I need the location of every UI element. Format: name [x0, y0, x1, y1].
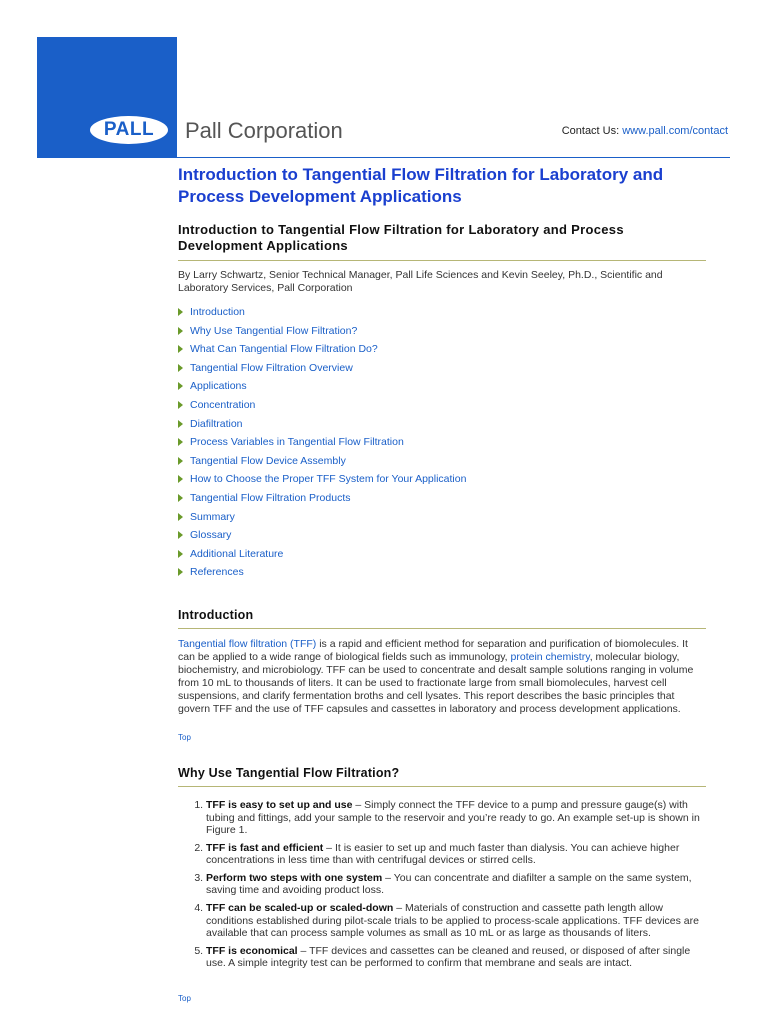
toc-link-applications[interactable]: Applications — [190, 380, 247, 393]
arrow-right-icon — [178, 494, 183, 502]
toc-item — [178, 510, 706, 529]
paragraph-text: is a rapid and efficient method for separation and purification of biomolecules. It can be applied to a wide range of biological fields such as immunology, — [178, 637, 688, 663]
toc-item — [178, 528, 706, 547]
list-item — [206, 799, 706, 837]
arrow-right-icon — [178, 308, 183, 316]
page-title: Introduction to Tangential Flow Filtration for Laboratory and Process Development Applications — [178, 165, 664, 206]
benefit-text: – Materials of construction and cassette path length allow conditions established during pilot-scale trials to be applied to process-scale applications. TFF devices are available that can process sample volumes as small as 10 mL or as large as thousands of liters. — [206, 902, 699, 940]
benefit-title: TFF can be scaled-up or scaled-down — [206, 902, 394, 915]
article-content — [178, 164, 706, 1003]
toc-item — [178, 472, 706, 491]
arrow-right-icon — [178, 401, 183, 409]
toc-link-concentration[interactable]: Concentration — [190, 398, 256, 411]
contact-label: Contact Us: — [561, 125, 620, 137]
arrow-right-icon — [178, 382, 183, 390]
arrow-right-icon — [178, 457, 183, 465]
toc-item — [178, 305, 706, 324]
subtitle-divider — [178, 260, 706, 261]
list-item — [206, 842, 706, 867]
toc-link-device-assembly[interactable]: Tangential Flow Device Assembly — [190, 454, 346, 467]
arrow-right-icon — [178, 568, 183, 576]
arrow-right-icon — [178, 364, 183, 372]
benefit-text: – Simply connect the TFF device to a pump and pressure gauge(s) with tubing and fittings, add your sample to the reservoir and you’re ready to go. An example set-up is shown in Figure 1. — [206, 798, 700, 837]
benefit-text: – TFF devices and cassettes can be cleaned and reused, or disposed of after single use. A simple integrity test can be performed to confirm that membrane and seals are intact. — [206, 944, 691, 970]
toc-link-overview[interactable]: Tangential Flow Filtration Overview — [190, 361, 353, 374]
byline: By Larry Schwartz, Senior Technical Manager, Pall Life Sciences and Kevin Seeley, Ph.D., Scientific and Laboratory Services, Pall Corporation — [178, 269, 663, 294]
arrow-right-icon — [178, 438, 183, 446]
contact-us — [562, 125, 728, 137]
toc-item — [178, 361, 706, 380]
toc-link-diafiltration[interactable]: Diafiltration — [190, 417, 243, 430]
section-heading-introduction: Introduction — [178, 607, 254, 622]
toc-item — [178, 491, 706, 510]
toc-link-glossary[interactable]: Glossary — [190, 529, 232, 542]
article-subtitle: Introduction to Tangential Flow Filtration for Laboratory and Process Development Applications — [178, 222, 624, 253]
table-of-contents — [178, 305, 706, 584]
list-item — [206, 872, 706, 897]
benefit-title: TFF is fast and efficient — [206, 841, 324, 854]
toc-item — [178, 324, 706, 343]
logo-text: PALL — [103, 119, 155, 140]
header-divider — [177, 157, 730, 158]
toc-link-why-use[interactable]: Why Use Tangential Flow Filtration? — [190, 324, 358, 337]
paragraph-text: , molecular biology, biochemistry, and microbiology. TFF can be used to concentrate and desalt sample solutions ranging in volume from 10 mL to thousands of liters. It can be used to fractionate large from small biomolecules, harvest cell suspensions, and clarify fermentation broths and cell lysates. This report describes the basic principles that govern TFF and the use of TFF capsules and cassettes in laboratory and process development applications. — [178, 650, 694, 715]
toc-link-summary[interactable]: Summary — [190, 510, 235, 523]
arrow-right-icon — [178, 345, 183, 353]
protein-chemistry-link[interactable]: protein chemistry — [510, 650, 590, 663]
benefit-title: Perform two steps with one system — [206, 871, 383, 884]
benefits-list — [178, 799, 706, 970]
benefit-text: – You can concentrate and diafilter a sample on the same system, saving time and avoiding product loss. — [206, 871, 692, 897]
back-to-top-link[interactable]: Top — [178, 994, 191, 1004]
arrow-right-icon — [178, 420, 183, 428]
introduction-paragraph — [178, 638, 706, 716]
toc-link-what-can[interactable]: What Can Tangential Flow Filtration Do? — [190, 343, 378, 356]
toc-link-choose-system[interactable]: How to Choose the Proper TFF System for Your Application — [190, 473, 467, 486]
list-item — [206, 902, 706, 940]
section-divider — [178, 628, 706, 629]
toc-link-process-variables[interactable]: Process Variables in Tangential Flow Filtration — [190, 436, 404, 449]
company-name: Pall Corporation — [185, 118, 343, 143]
toc-link-literature[interactable]: Additional Literature — [190, 547, 284, 560]
contact-link[interactable]: www.pall.com/contact — [622, 125, 728, 137]
toc-item — [178, 379, 706, 398]
pall-logo[interactable] — [87, 113, 171, 147]
toc-item — [178, 398, 706, 417]
toc-item — [178, 454, 706, 473]
toc-item — [178, 565, 706, 584]
tff-link[interactable]: Tangential flow filtration (TFF) — [178, 637, 317, 650]
list-item — [206, 945, 706, 970]
toc-item — [178, 547, 706, 566]
benefit-title: TFF is easy to set up and use — [206, 798, 353, 811]
back-to-top-link[interactable]: Top — [178, 732, 191, 742]
toc-item — [178, 342, 706, 361]
toc-item — [178, 435, 706, 454]
toc-link-introduction[interactable]: Introduction — [190, 306, 245, 318]
toc-item — [178, 417, 706, 436]
arrow-right-icon — [178, 475, 183, 483]
benefit-text: – It is easier to set up and much faster than dialysis. You can achieve higher concentrations in less time than with centrifugal devices or stirred cells. — [206, 841, 680, 867]
arrow-right-icon — [178, 513, 183, 521]
arrow-right-icon — [178, 550, 183, 558]
toc-link-references[interactable]: References — [190, 566, 244, 579]
section-heading-why-use: Why Use Tangential Flow Filtration? — [178, 765, 400, 780]
benefit-title: TFF is economical — [206, 944, 298, 957]
arrow-right-icon — [178, 531, 183, 539]
arrow-right-icon — [178, 327, 183, 335]
toc-link-products[interactable]: Tangential Flow Filtration Products — [190, 491, 351, 504]
